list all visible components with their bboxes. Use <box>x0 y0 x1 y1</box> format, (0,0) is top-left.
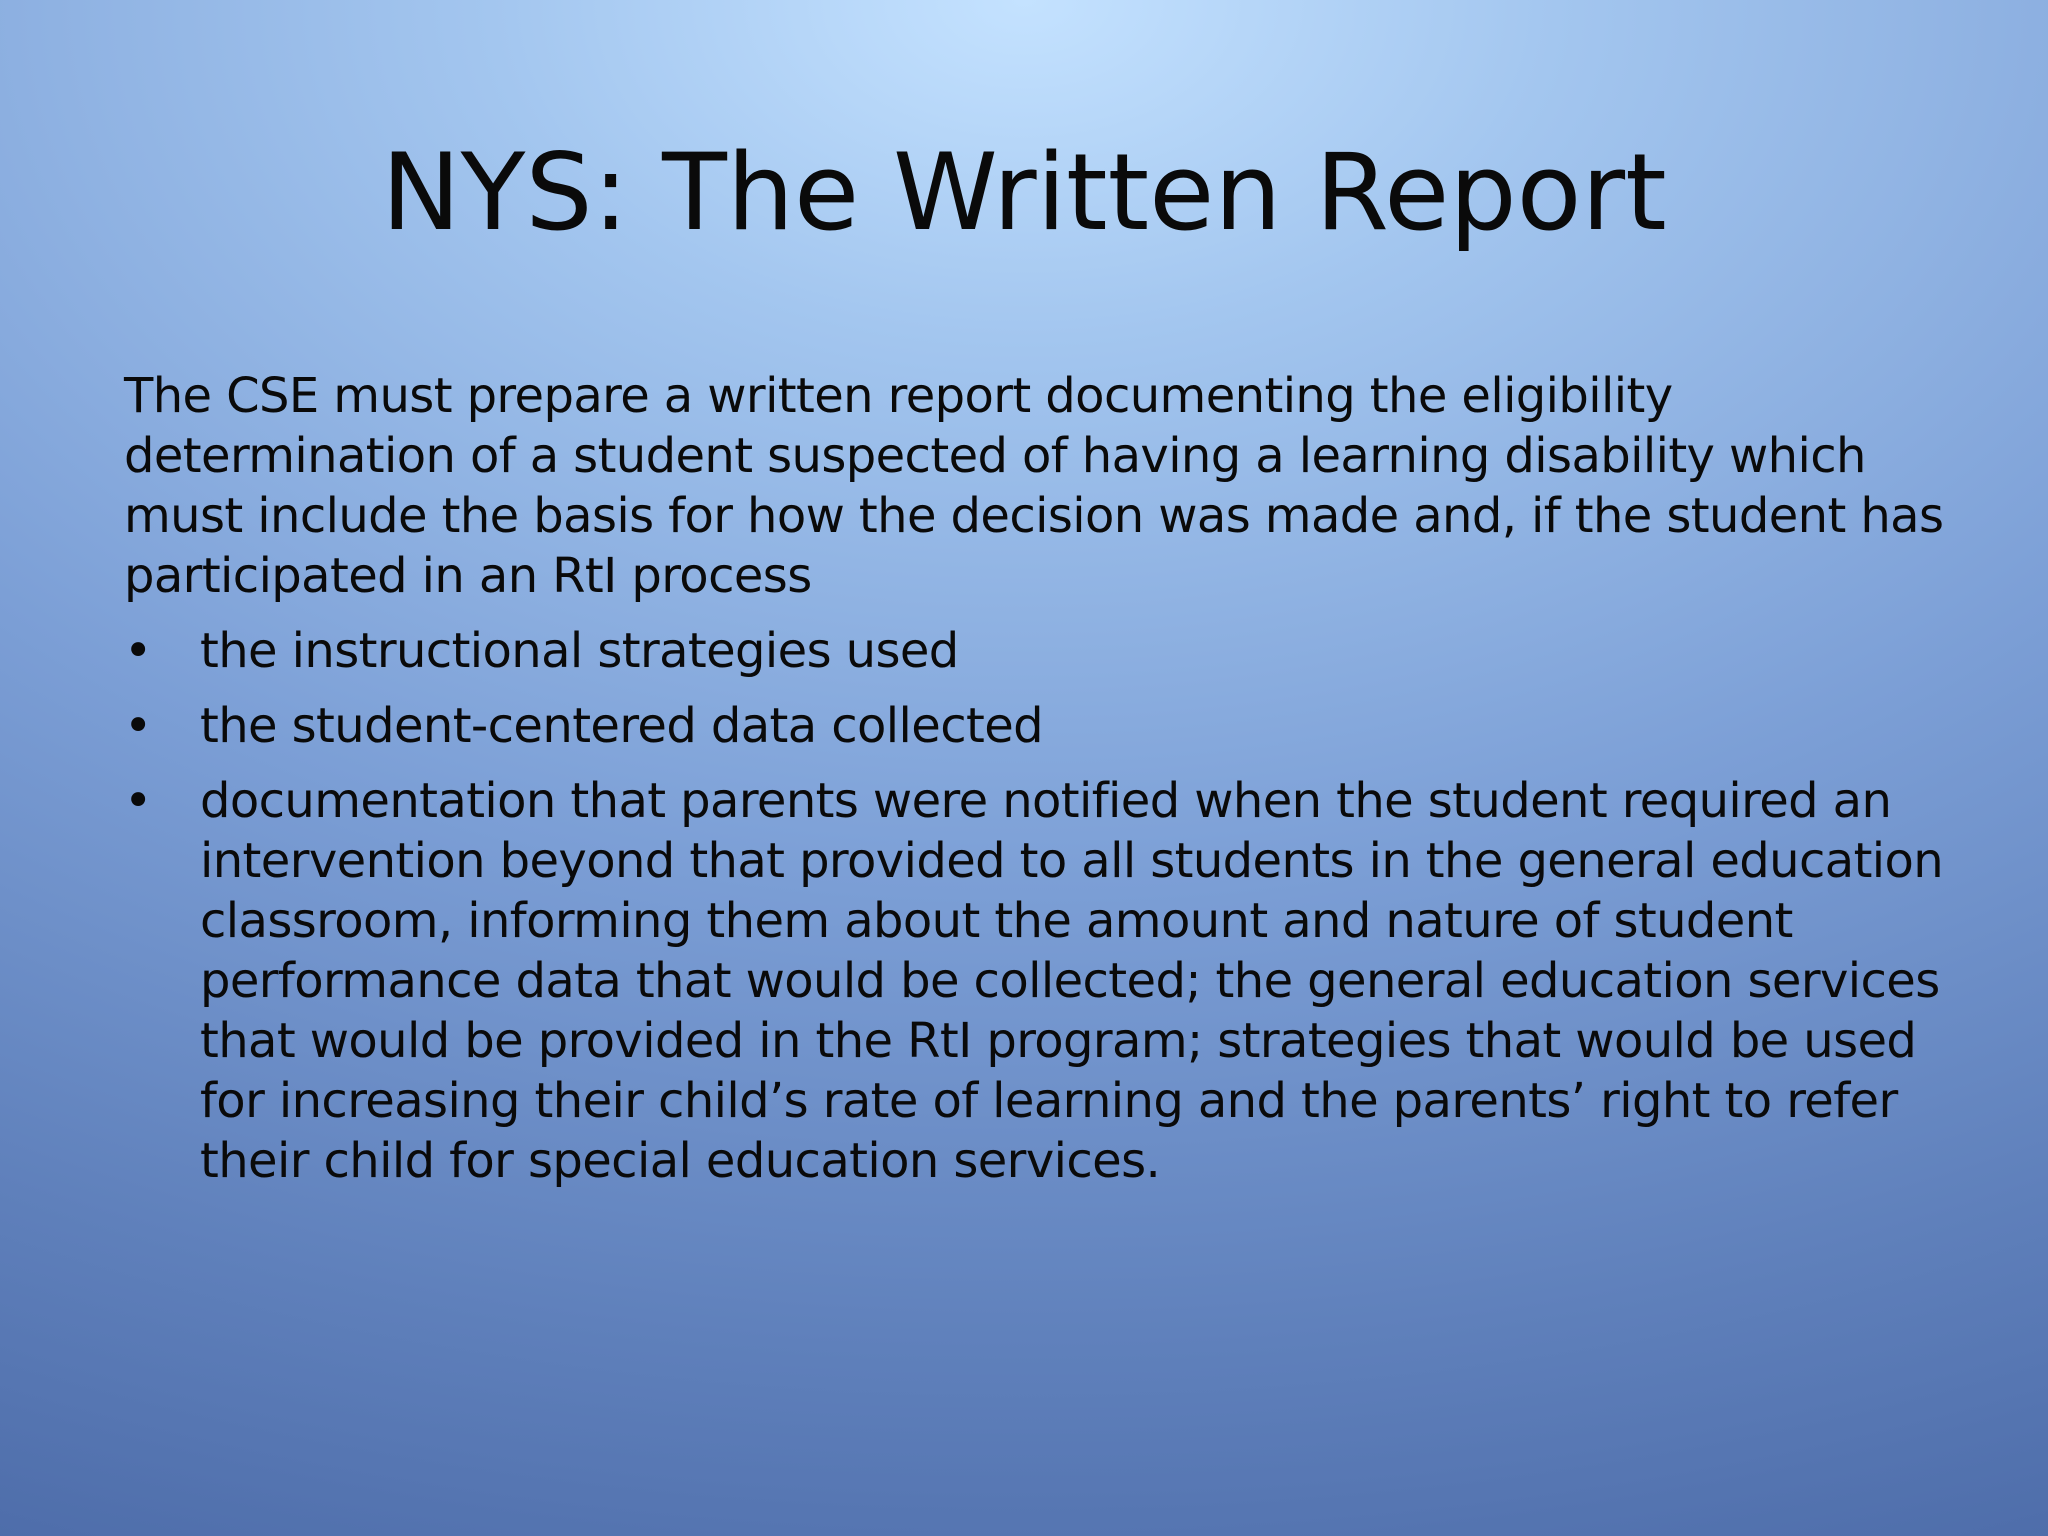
bullet-icon: • <box>124 773 152 829</box>
bullet-icon: • <box>124 623 152 679</box>
bullet-item-strategies <box>124 621 1954 681</box>
bullet-text: the instructional strategies used <box>200 623 959 679</box>
bullet-text: the student-centered data collected <box>200 698 1044 754</box>
bullet-item-data <box>124 696 1954 756</box>
bullet-item-documentation <box>124 771 1954 1191</box>
slide-body <box>124 366 1954 1191</box>
slide-title: NYS: The Written Report <box>381 131 1667 254</box>
bullet-list <box>124 621 1954 1191</box>
bullet-text: documentation that parents were notified when the student required an intervention beyond that provided to all students in the general education classroom, informing them about the amount and nature of student performance data that would be collected; the general education services that would be provided in the RtI program; strategies that would be used for increasing their child’s rate of learning and the parents’ right to refer their child for special education services. <box>200 773 1944 1189</box>
intro-paragraph: The CSE must prepare a written report documenting the eligibility determination of a student suspected of having a learning disability which must include the basis for how the decision was made and, if the student has participated in an RtI process <box>124 368 1944 604</box>
bullet-icon: • <box>124 698 152 754</box>
